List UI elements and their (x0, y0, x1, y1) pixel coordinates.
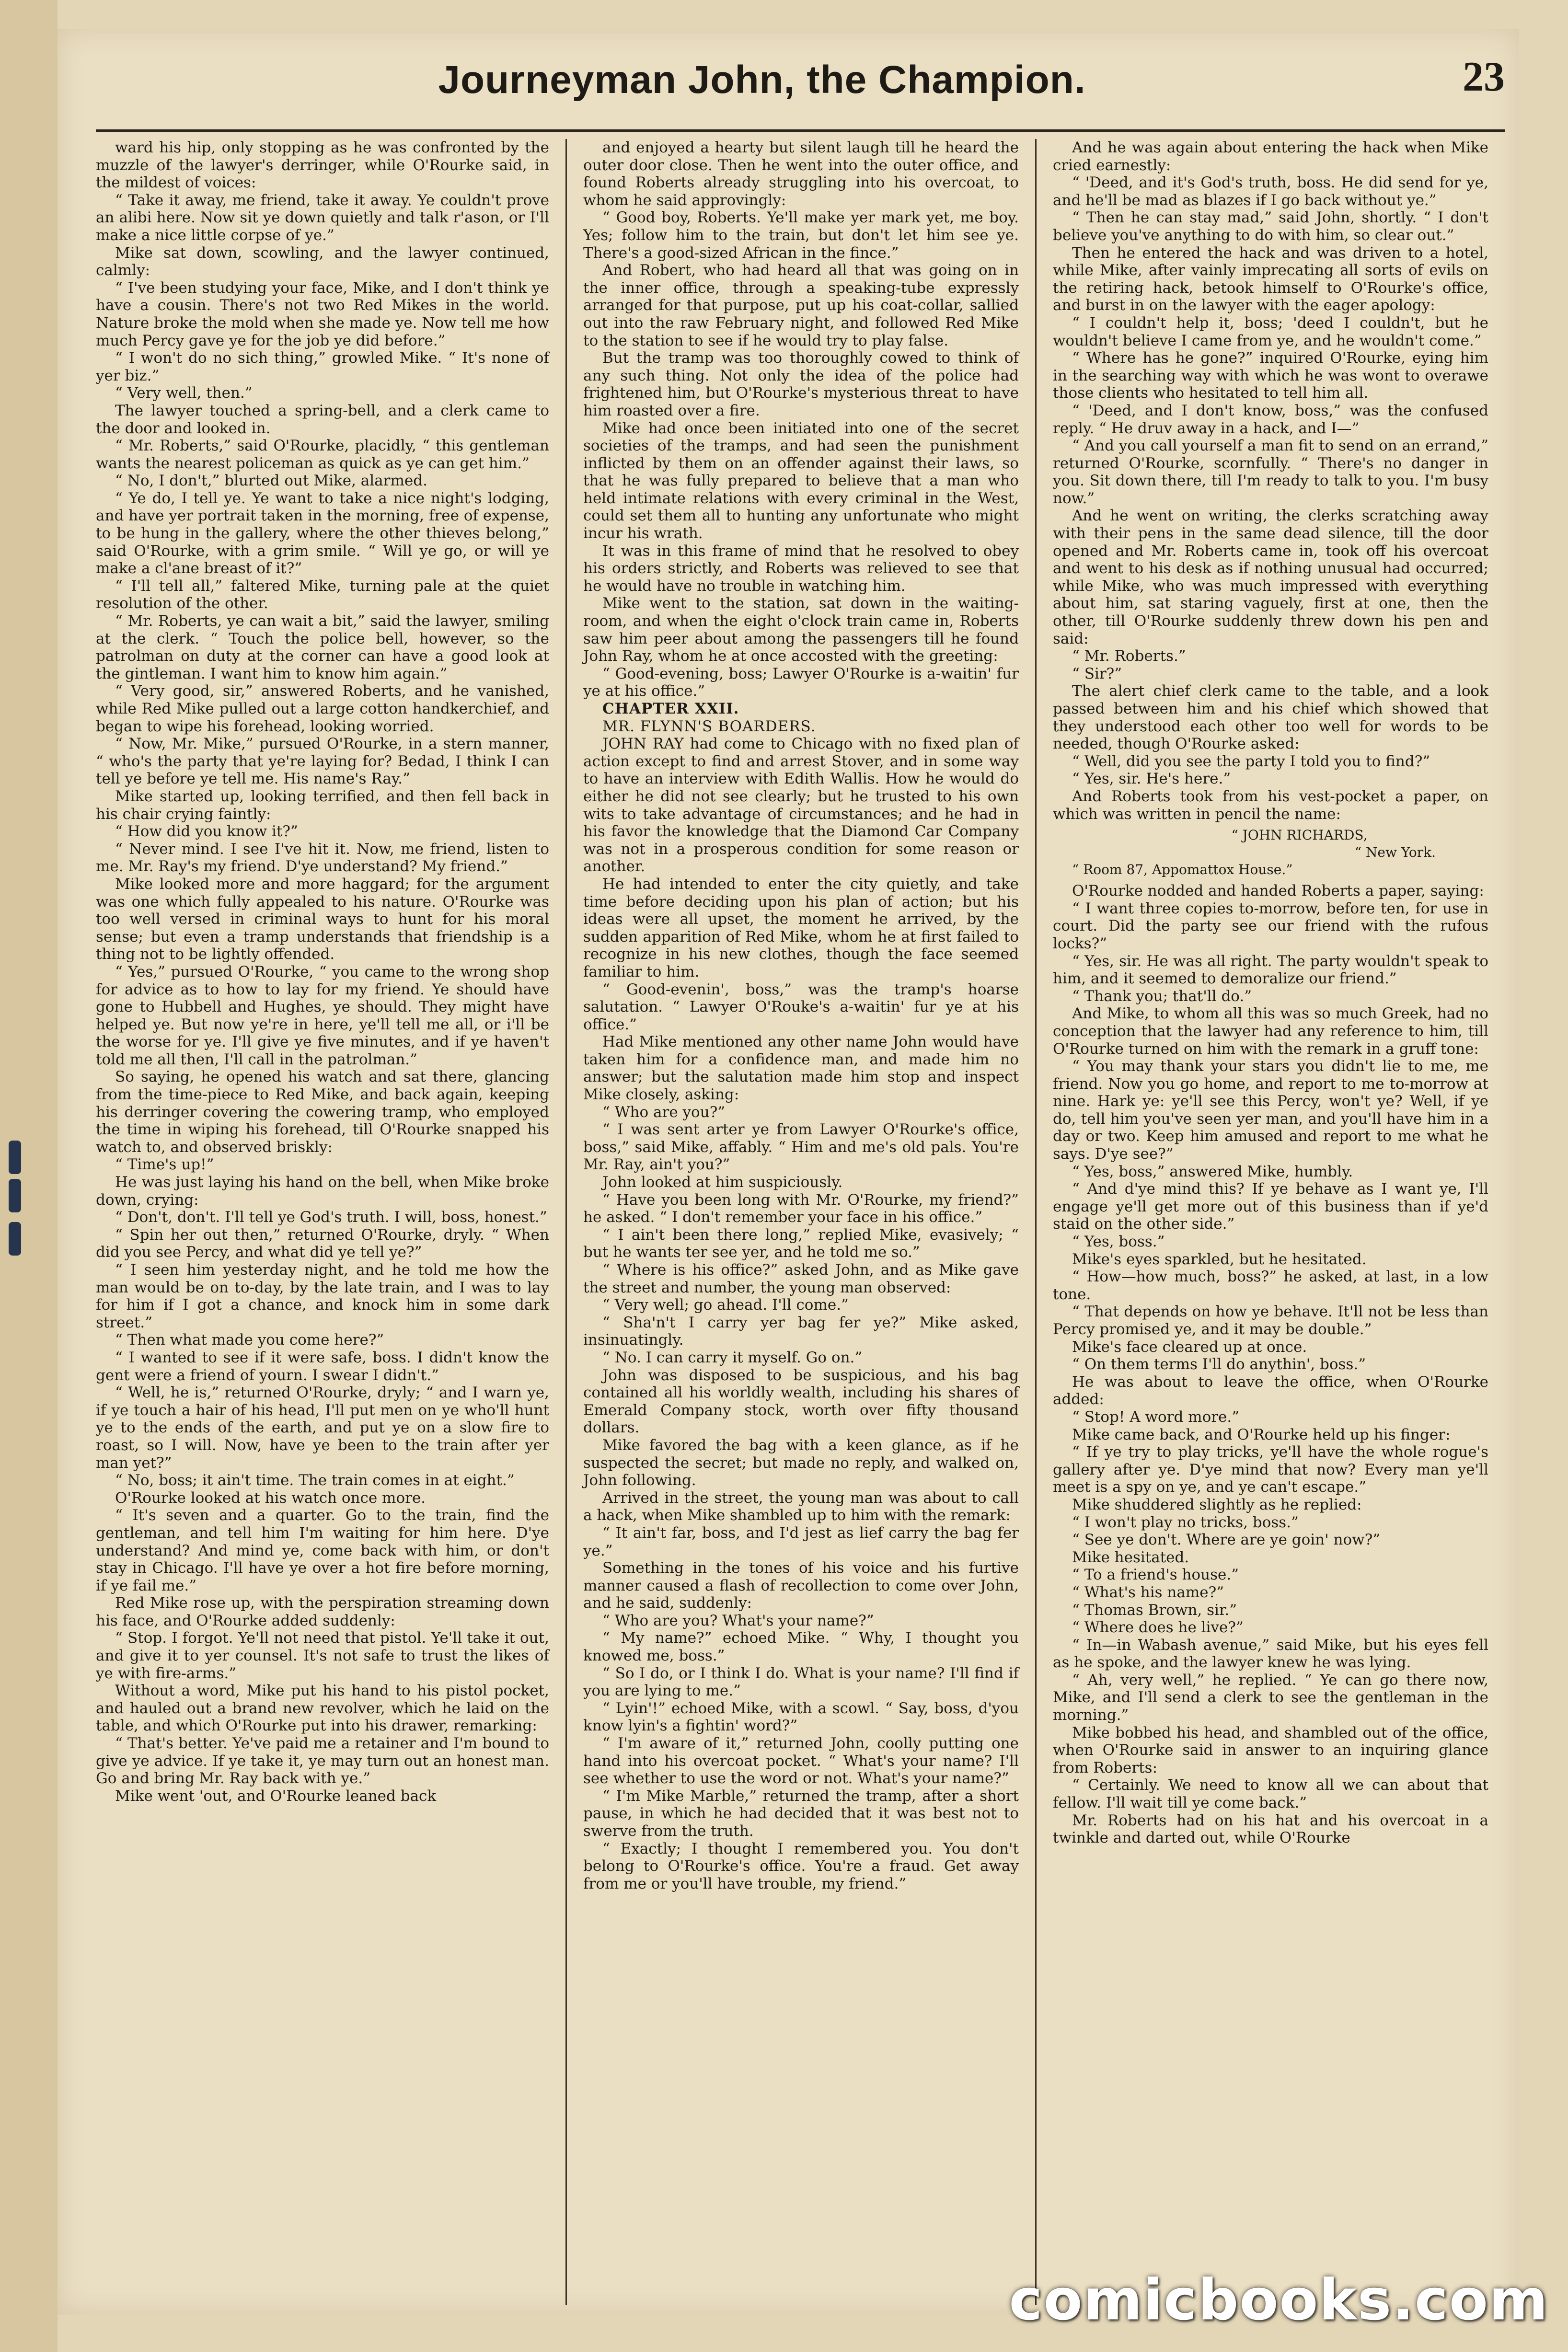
paragraph: “ I ain't been there long,” replied Mike, evasively; “ but he wants ter see yer, and he told me so.” (583, 1226, 1019, 1261)
note-line-name: “ JOHN RICHARDS, (1231, 827, 1368, 843)
paragraph: “ Ye do, I tell ye. Ye want to take a nice night's lodging, and have yer portrait taken in the morning, free of expense, to be hung in the gallery, where the other thieves belong,” said O'Rourke, with a grim smile. “ Will ye go, or will ye make a cl'ane breast of it?” (96, 489, 549, 577)
paragraph: “ I won't do no sich thing,” growled Mike. “ It's none of yer biz.” (96, 349, 549, 384)
binding-hole (9, 1222, 21, 1256)
paragraph: “ Very well; go ahead. I'll come.” (602, 1296, 849, 1314)
paragraph: He was about to leave the office, when O'Rourke added: (1053, 1373, 1488, 1408)
paragraph: “ How did you know it?” (115, 823, 298, 841)
paragraph: “ Well, he is,” returned O'Rourke, dryly; “ and I warn ye, if ye touch a hair of his head, I'll put men on ye who'll hunt ye to the ends of the earth, and put ye on a slow fire to roast, so I will. Now, have ye been to the train after yer man yet?” (96, 1384, 549, 1472)
note-line-room: “ Room 87, Appomattox House.” (1072, 862, 1293, 878)
paragraph: “ And d'ye mind this? If ye behave as I want ye, I'll engage ye'll get more out of this business than if ye'd staid on the other side.” (1053, 1180, 1488, 1233)
paragraph: “ Exactly; I thought I remembered you. You don't belong to O'Rourke's office. You're a fraud. Get away from me or you'll have trouble, my friend.” (583, 1840, 1019, 1892)
handwritten-note-text (1053, 827, 1488, 878)
paragraph: “ No, boss; it ain't time. The train comes in at eight.” (115, 1472, 515, 1489)
paragraph: “ It's seven and a quarter. Go to the train, find the gentleman, and tell him I'm waiting for him here. D'ye understand? And mind ye, come back with him, or don't stay in Chicago. I'll have ye over a hot fire before morning, if ye fail me.” (96, 1507, 549, 1594)
paragraph: Mike shuddered slightly as he replied: (1072, 1496, 1362, 1513)
paragraph: Without a word, Mike put his hand to his pistol pocket, and hauled out a brand new revolver, which he laid on the table, and which O'Rourke put into his drawer, remarking: (96, 1682, 549, 1735)
paragraph: “ I've been studying your face, Mike, and I don't think ye have a cousin. There's not two Red Mikes in the world. Nature broke the mold when she made ye. Now tell me how much Percy gave ye for the job ye did before.” (96, 279, 549, 349)
paragraph: “ Stop. I forgot. Ye'll not need that pistol. Ye'll take it out, and give it to yer counsel. It's not safe to trust the likes of ye with fire-arms.” (96, 1629, 549, 1682)
page (58, 29, 1519, 2315)
paragraph: “ I'm aware of it,” returned John, coolly putting one hand into his overcoat pocket. “ What's your name? I'll see whether to use the word or not. What's your name?” (583, 1735, 1019, 1787)
paragraph: “ Time's up!” (115, 1156, 214, 1174)
paragraph: O'Rourke nodded and handed Roberts a paper, saying: (1072, 882, 1484, 900)
column-left-body (96, 139, 549, 1805)
paragraph: “ I seen him yesterday night, and he told me how the man would be on to-day, by the late train, and I was to lay for him if I got a chance, and knock him in some dark street.” (96, 1261, 549, 1331)
paragraph: Mike came back, and O'Rourke held up his finger: (1072, 1426, 1451, 1443)
paragraph: Mike started up, looking terrified, and then fell back in his chair crying faintly: (96, 787, 549, 823)
paragraph: “ Where has he gone?” inquired O'Rourke, eying him in the searching way with which he was wont to overawe those clients who hesitated to tell him all. (1053, 349, 1488, 402)
paragraph: It was in this frame of mind that he resolved to obey his orders strictly, and Roberts was relieved to see that he would have no trouble in watching him. (583, 542, 1019, 595)
column-right-bottom (1053, 882, 1488, 1847)
paragraph: Mike looked more and more haggard; for the argument was one which fully appealed to his nature. O'Rourke was too well versed in criminal ways to hunt for his moral sense; but even a tramp understands that friendship is a thing not to be lightly offended. (96, 875, 549, 963)
column-left (96, 139, 565, 2305)
paragraph: “ Who are you?” (602, 1103, 726, 1121)
paragraph: “ What's his name?” (1072, 1583, 1224, 1601)
paragraph: “ Now, Mr. Mike,” pursued O'Rourke, in a stern manner, “ who's the party that ye're laying for? Bedad, I think I can tell ye before ye tell me. His name's Ray.” (96, 735, 549, 788)
watermark: comicbooks.com (1009, 2267, 1549, 2333)
paragraph: O'Rourke looked at his watch once more. (115, 1489, 426, 1507)
chapter-subtitle: MR. FLYNN'S BOARDERS. (602, 717, 816, 735)
paragraph: “ So I do, or I think I do. What is your name? I'll find if you are lying to me.” (583, 1664, 1019, 1700)
paragraph: Mike sat down, scowling, and the lawyer continued, calmly: (96, 244, 549, 279)
paragraph: “ Mr. Roberts.” (1072, 647, 1186, 665)
paragraph: “ Well, did you see the party I told you to find?” (1072, 752, 1430, 770)
header-title: Journeyman John, the Champion. (438, 58, 1086, 102)
paragraph: ward his hip, only stopping as he was confronted by the muzzle of the lawyer's derringer, while O'Rourke said, in the mildest of voices: (96, 139, 549, 192)
binding-edge (0, 0, 58, 2352)
paragraph: “ Ah, very well,” he replied. “ Ye can go there now, Mike, and I'll send a clerk to see the gentleman in the morning.” (1053, 1671, 1488, 1724)
paragraph: “ Yes, boss,” answered Mike, humbly. (1072, 1163, 1353, 1180)
paragraph: “ Good-evening, boss; Lawyer O'Rourke is a-waitin' fur ye at his office.” (583, 665, 1019, 700)
paragraph: JOHN RAY had come to Chicago with no fixed plan of action except to find and arrest Stover, and in some way to have an interview with Edith Wallis. How he would do either he did not see clearly; but he trusted to his own wits to take advantage of circumstances; and he had in his favor the knowledge that the Diamond Car Company was not in a prosperous condition for some reason or another. (583, 735, 1019, 876)
paragraph: Mike bobbed his head, and shambled out of the office, when O'Rourke said in answer to an inquiring glance from Roberts: (1053, 1724, 1488, 1776)
paragraph: Red Mike rose up, with the perspiration streaming down his face, and O'Rourke added suddenly: (96, 1594, 549, 1629)
paragraph: John was disposed to be suspicious, and his bag contained all his worldly wealth, including his shares of Emerald Company stock, worth over fifty thousand dollars. (583, 1366, 1019, 1437)
column-right-top (1053, 139, 1488, 823)
paragraph: “ Very good, sir,” answered Roberts, and he vanished, while Red Mike pulled out a large cotton handkerchief, and began to wipe his forehead, looking worried. (96, 682, 549, 735)
paragraph: So saying, he opened his watch and sat there, glancing from the time-piece to Red Mike, and back again, keeping his derringer covering the cowering tramp, who employed the time in wiping his forehead, till O'Rourke snapped his watch to, and observed briskly: (96, 1068, 549, 1156)
paragraph: And Robert, who had heard all that was going on in the inner office, through a speaking-tube expressly arranged for that purpose, put up his coat-collar, sallied out into the raw February night, and followed Red Mike to the station to see if he would try to play false. (583, 262, 1019, 349)
paragraph: “ Sha'n't I carry yer bag fer ye?” Mike asked, insinuatingly. (583, 1314, 1019, 1349)
binding-hole (9, 1179, 21, 1212)
paragraph: “ And you call yourself a man fit to send on an errand,” returned O'Rourke, scornfully. “ There's no danger in you. Sit down there, till I'm ready to talk to you. I'm busy now.” (1053, 437, 1488, 507)
paragraph: The alert chief clerk came to the table, and a look passed between him and his chief which showed that they understood each other too well for words to be needed, though O'Rourke asked: (1053, 682, 1488, 753)
paragraph: “ Good-evenin', boss,” was the tramp's hoarse salutation. “ Lawyer O'Rouke's a-waitin' fur ye at his office.” (583, 980, 1019, 1033)
column-middle (565, 139, 1035, 2305)
paragraph: He was just laying his hand on the bell, when Mike broke down, crying: (96, 1174, 549, 1209)
paragraph: “ 'Deed, and I don't know, boss,” was the confused reply. “ He druv away in a hack, and I—” (1053, 402, 1488, 437)
paragraph: Mike went to the station, sat down in the waiting-room, and when the eight o'clock train came in, Roberts saw him peer about among the passengers till he found John Ray, whom he at once accosted with the greeting: (583, 595, 1019, 665)
paragraph: “ Where is his office?” asked John, and as Mike gave the street and number, the young man observed: (583, 1261, 1019, 1296)
paragraph: Then he entered the hack and was driven to a hotel, while Mike, after vainly imprecating all sorts of evils on the retiring hack, betook himself to O'Rourke's office, and burst in on the lawyer with the eager apology: (1053, 244, 1488, 314)
page-number: 23 (1463, 54, 1505, 100)
paragraph: He had intended to enter the city quietly, and take time before deciding upon his plan of action; but his ideas were all upset, the moment he arrived, by the sudden apparition of Red Mike, whom he at first failed to recognize in his new clothes, though the face seemed familiar to him. (583, 875, 1019, 980)
paragraph: “ I want three copies to-morrow, before ten, for use in court. Did the party see our friend with the rufous locks?” (1053, 899, 1488, 952)
paragraph: Mike went 'out, and O'Rourke leaned back (115, 1787, 437, 1805)
paragraph: “ To a friend's house.” (1072, 1566, 1239, 1584)
paragraph: Mike had once been initiated into one of the secret societies of the tramps, and had seen the punishment inflicted by them on an offender against their laws, so that he was fully prepared to believe that a man who held intimate relations with every criminal in the West, could set them all to hunting any unfortunate who might incur his wrath. (583, 419, 1019, 542)
paragraph: “ 'Deed, and it's God's truth, boss. He did send for ye, and he'll be mad as blazes if I go back without ye.” (1053, 174, 1488, 209)
paragraph: “ Good boy, Roberts. Ye'll make yer mark yet, me boy. Yes; follow him to the train, but don't let him see ye. There's a good-sized African in the fince.” (583, 209, 1019, 262)
paragraph: “ I couldn't help it, boss; 'deed I couldn't, but he wouldn't believe I came from ye, and he wouldn't come.” (1053, 314, 1488, 349)
paragraph: Something in the tones of his voice and his furtive manner caused a flash of recollection to come over John, and he said, suddenly: (583, 1559, 1019, 1612)
paragraph: “ I'm Mike Marble,” returned the tramp, after a short pause, in which he had decided that it was best not to swerve from the truth. (583, 1787, 1019, 1840)
paragraph: and enjoyed a hearty but silent laugh till he heard the outer door close. Then he went into the outer office, and found Roberts already struggling into his overcoat, to whom he said approvingly: (583, 139, 1019, 209)
paragraph: Mike hesitated. (1072, 1548, 1189, 1566)
paragraph: But the tramp was too thoroughly cowed to think of any such thing. Not only the idea of the police had frightened him, but O'Rourke's mysterious threat to have him roasted over a fire. (583, 349, 1019, 419)
paragraph: “ I won't play no tricks, boss.” (1072, 1513, 1299, 1531)
running-header (96, 38, 1505, 132)
note-line-city: “ New York. (1354, 844, 1436, 861)
paragraph: Mike's face cleared up at once. (1072, 1338, 1307, 1356)
paragraph: “ If ye try to play tricks, ye'll have the whole rogue's gallery after ye. D'ye mind that now? Every man ye'll meet is a spy on ye, and ye can't escape.” (1053, 1443, 1488, 1496)
paragraph: “ Very well, then.” (115, 384, 253, 402)
paragraph: “ Lyin'!” echoed Mike, with a scowl. “ Say, boss, d'you know lyin's a fightin' word?” (583, 1699, 1019, 1735)
paragraph: “ No. I can carry it myself. Go on.” (602, 1349, 863, 1366)
paragraph: Mr. Roberts had on his hat and his overcoat in a twinkle and darted out, while O'Rourke (1053, 1811, 1488, 1847)
paragraph: “ Thomas Brown, sir.” (1072, 1601, 1237, 1619)
column-right (1035, 139, 1505, 2305)
paragraph: Mike's eyes sparkled, but he hesitated. (1072, 1250, 1367, 1268)
paragraph: The lawyer touched a spring-bell, and a clerk came to the door and looked in. (96, 402, 549, 437)
paragraph: And he went on writing, the clerks scratching away with their pens in the same dead silence, till the door opened and Mr. Roberts came in, took off his overcoat and went to his desk as if nothing unusual had occurred; while Mike, who was much impressed with everything about him, sat staring vaguely, first at one, then the other, till O'Rourke suddenly threw down his pen and said: (1053, 507, 1488, 647)
paragraph: “ Who are you? What's your name?” (602, 1612, 874, 1629)
paragraph: And he was again about entering the hack when Mike cried earnestly: (1053, 139, 1488, 174)
paragraph: Mike favored the bag with a keen glance, as if he suspected the secret; but made no reply, and walked on, John following. (583, 1436, 1019, 1489)
paragraph: “ Thank you; that'll do.” (1072, 987, 1252, 1005)
paragraph: “ Yes, sir. He's here.” (1072, 770, 1231, 788)
paragraph: “ Yes,” pursued O'Rourke, “ you came to the wrong shop for advice as to how to lay for my friend. Ye should have gone to Hubbell and Hughes, ye should. They might have helped ye. But now ye're in here, ye'll tell me all, or i'll be the worse for ye. I'll give ye five minutes, and if ye haven't told me all then, I'll call in the patrolman.” (96, 963, 549, 1068)
paragraph: “ How—how much, boss?” he asked, at last, in a low tone. (1053, 1268, 1488, 1303)
text-columns (96, 139, 1505, 2305)
paragraph: “ You may thank your stars you didn't lie to me, me friend. Now you go home, and report to me to-morrow at nine. Hark ye: ye'll see this Percy, won't ye? Well, if ye do, tell him you've seen yer man, and you'll have him in a day or two. Keep him amused and report to me what he says. D'ye see?” (1053, 1058, 1488, 1163)
paragraph: “ No, I don't,” blurted out Mike, alarmed. (115, 472, 427, 490)
paragraph: “ Certainly. We need to know all we can about that fellow. I'll wait till ye come back.” (1053, 1776, 1488, 1812)
paragraph: “ On them terms I'll do anythin', boss.” (1072, 1356, 1366, 1373)
paragraph: And Mike, to whom all this was so much Greek, had no conception that the lawyer had any reference to him, till O'Rourke turned on him with the remark in a gruff tone: (1053, 1005, 1488, 1058)
paragraph: “ Have you been long with Mr. O'Rourke, my friend?” he asked. “ I don't remember your face in his office.” (583, 1191, 1019, 1226)
paragraph: “ That's better. Ye've paid me a retainer and I'm bound to give ye advice. If ye take it, ye may turn out an honest man. Go and bring Mr. Ray back with ye.” (96, 1735, 549, 1787)
paragraph: “ Take it away, me friend, take it away. Ye couldn't prove an alibi here. Now sit ye down quietly and talk r'ason, or I'll make a nice little corpse of ye.” (96, 191, 549, 244)
paragraph: “ Then what made you come here?” (115, 1331, 384, 1349)
paragraph: “ I'll tell all,” faltered Mike, turning pale at the quiet resolution of the other. (96, 577, 549, 612)
paragraph: “ Yes, sir. He was all right. The party wouldn't speak to him, and it seemed to demoralize our friend.” (1053, 952, 1488, 988)
paragraph: Arrived in the street, the young man was about to call a hack, when Mike shambled up to him with the remark: (583, 1489, 1019, 1524)
paragraph: “ Sir?” (1072, 665, 1122, 682)
paragraph: “ See ye don't. Where are ye goin' now?” (1072, 1531, 1381, 1549)
paragraph: “ That depends on how ye behave. It'll not be less than Percy promised ye, and it may be double.” (1053, 1303, 1488, 1338)
column-middle-top (583, 139, 1019, 700)
chapter-heading: CHAPTER XXII. (602, 700, 739, 717)
paragraph: Had Mike mentioned any other name John would have taken him for a confidence man, and made him no answer; but the salutation made him stop and inspect Mike closely, asking: (583, 1033, 1019, 1104)
paragraph: “ Mr. Roberts, ye can wait a bit,” said the lawyer, smiling at the clerk. “ Touch the police bell, however, so the patrolman on duty at the corner can have a good look at the gintleman. I want him to know him again.” (96, 612, 549, 682)
paragraph: “ Don't, don't. I'll tell ye God's truth. I will, boss, honest.” (115, 1209, 547, 1226)
paragraph: John looked at him suspiciously. (602, 1174, 843, 1191)
paragraph: “ Where does he live?” (1072, 1619, 1244, 1637)
paragraph: And Roberts took from his vest-pocket a paper, on which was written in pencil the name: (1053, 787, 1488, 823)
column-middle-bottom (583, 735, 1019, 1892)
paragraph: “ Spin her out then,” returned O'Rourke, dryly. “ When did you see Percy, and what did ye tell ye?” (96, 1226, 549, 1261)
paragraph: “ Never mind. I see I've hit it. Now, me friend, listen to me. Mr. Ray's my friend. D'ye understand? My friend.” (96, 840, 549, 876)
paragraph: “ Stop! A word more.” (1072, 1408, 1240, 1426)
paragraph: “ Mr. Roberts,” said O'Rourke, placidly, “ this gentleman wants the nearest policeman as quick as ye can get him.” (96, 437, 549, 472)
paragraph: “ Yes, boss.” (1072, 1233, 1165, 1251)
paragraph: “ I wanted to see if it were safe, boss. I didn't know the gent were a friend of yourn. I swear I didn't.” (96, 1349, 549, 1384)
paragraph: “ My name?” echoed Mike. “ Why, I thought you knowed me, boss.” (583, 1629, 1019, 1665)
paragraph: “ In—in Wabash avenue,” said Mike, but his eyes fell as he spoke, and the lawyer knew he was lying. (1053, 1636, 1488, 1672)
paragraph: “ Then he can stay mad,” said John, shortly. “ I don't believe you've anything to do with him, so clear out.” (1053, 209, 1488, 244)
paragraph: “ It ain't far, boss, and I'd jest as lief carry the bag fer ye.” (583, 1524, 1019, 1559)
binding-hole (9, 1141, 21, 1174)
paragraph: “ I was sent arter ye from Lawyer O'Rourke's office, boss,” said Mike, affably. “ Him and me's old pals. You're Mr. Ray, ain't you?” (583, 1121, 1019, 1174)
